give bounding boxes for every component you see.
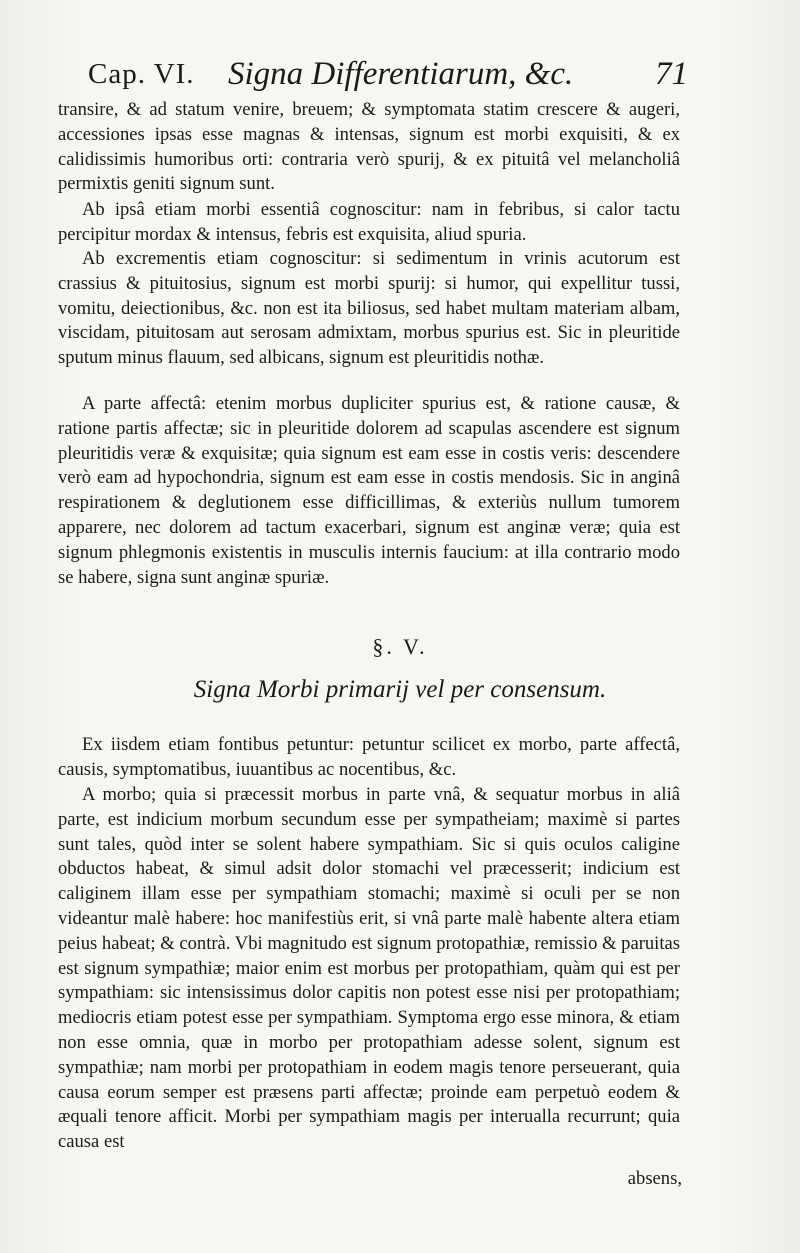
paragraph-continuation: transire, & ad statum venire, breuem; & symptomata statim crescere & augeri, accessiones ipsas esse magnas & intensas, signum est morbi exquisiti, & ex calidissimis humoribus orti: contraria verò spurij, & ex pituitâ vel melancholiâ permixtis geniti signum sunt. [58, 99, 680, 195]
chapter-label: Cap. VI. [88, 58, 195, 90]
section-title: Signa Morbi primarij vel per consensum. [193, 676, 607, 703]
section-number: §. V. [372, 634, 428, 659]
paragraph-a-morbo: A morbo; quia si præcessit morbus in parte vnâ, & sequatur morbus in aliâ parte, est indicium morbum secundum esse per sympatheiam; maximè si partes sunt tales, quòd inter se solent habere sympathiam. Sic si quis oculos caligine obductos habeat, & simul adsit dolor stomachi vel præcesserit; indicium est caliginem illam esse per sympathiam stomachi; maximè si oculi per se non videantur malè habere: hoc manifestiùs erit, si vnâ parte malè habente altera etiam peius habeat; & contrà. Vbi magnitudo est signum protopathiæ, remissio & paruitas est signum sympathiæ; maior enim est morbus per protopathiam, quàm qui est per sympathiam: sic intensissimus dolor capitis non potest esse nisi per protopathiam; mediocris etiam potest esse per sympathiam. Symptoma ergo esse minora, & etiam non esse omnia, quæ in morbo per protopathiam adesse solent, signum est sympathiæ; nam morbi per protopathiam in eodem magis tenore perseuerant, quia causa eorum semper est præsens parti affectæ; proinde eam perpetuò eodem & æquali tenore afficit. Morbi per sympathiam magis per interualla recurrunt; quia causa est [58, 784, 680, 1153]
paragraph-essentia: Ab ipsâ etiam morbi essentiâ cognoscitur: nam in febribus, si calor tactu percipitur mordax & intensus, febris est exquisita, aliud spuria. [58, 199, 680, 245]
catchword: absens, [627, 1168, 682, 1189]
paragraph-excrementa: Ab excrementis etiam cognoscitur: si sedimentum in vrinis acutorum est crassius & pituitosius, signum est morbi spurij: si humor, qui expellitur tussi, vomitu, deiectionibus, &c. non est ita biliosus, sed habet multam materiam albam, viscidam, pituitosam aut serosam admixtam, morbus spurius est. Sic in pleuritide sputum minus flauum, sed albicans, signum est pleuritidis nothæ. [58, 248, 680, 369]
running-title: Signa Differentiarum, &c. [228, 56, 574, 92]
running-header [88, 52, 688, 96]
page-number: 71 [655, 56, 688, 92]
paragraph-fontes: Ex iisdem etiam fontibus petuntur: petuntur scilicet ex morbo, parte affectâ, causis, symptomatibus, iuuantibus ac nocentibus, &c. [58, 734, 680, 780]
paragraph-pars-affecta: A parte affectâ: etenim morbus dupliciter spurius est, & ratione causæ, & ratione partis affectæ; sic in pleuritide dolorem ad scapulas ascendere est signum pleuritidis veræ & exquisitæ; quia signum est eam esse in costis veris: descendere verò eam ad hypochondria, signum est eam esse in costis mendosis. Sic in anginâ respirationem & deglutionem esse difficillimas, & exteriùs nullum tumorem apparere, nec dolorem ad tactum exacerbari, signum est anginæ veræ; quia est signum phlegmonis existentis in musculis internis faucium: at illa contrario modo se habere, signa sunt anginæ spuriæ. [58, 393, 680, 588]
